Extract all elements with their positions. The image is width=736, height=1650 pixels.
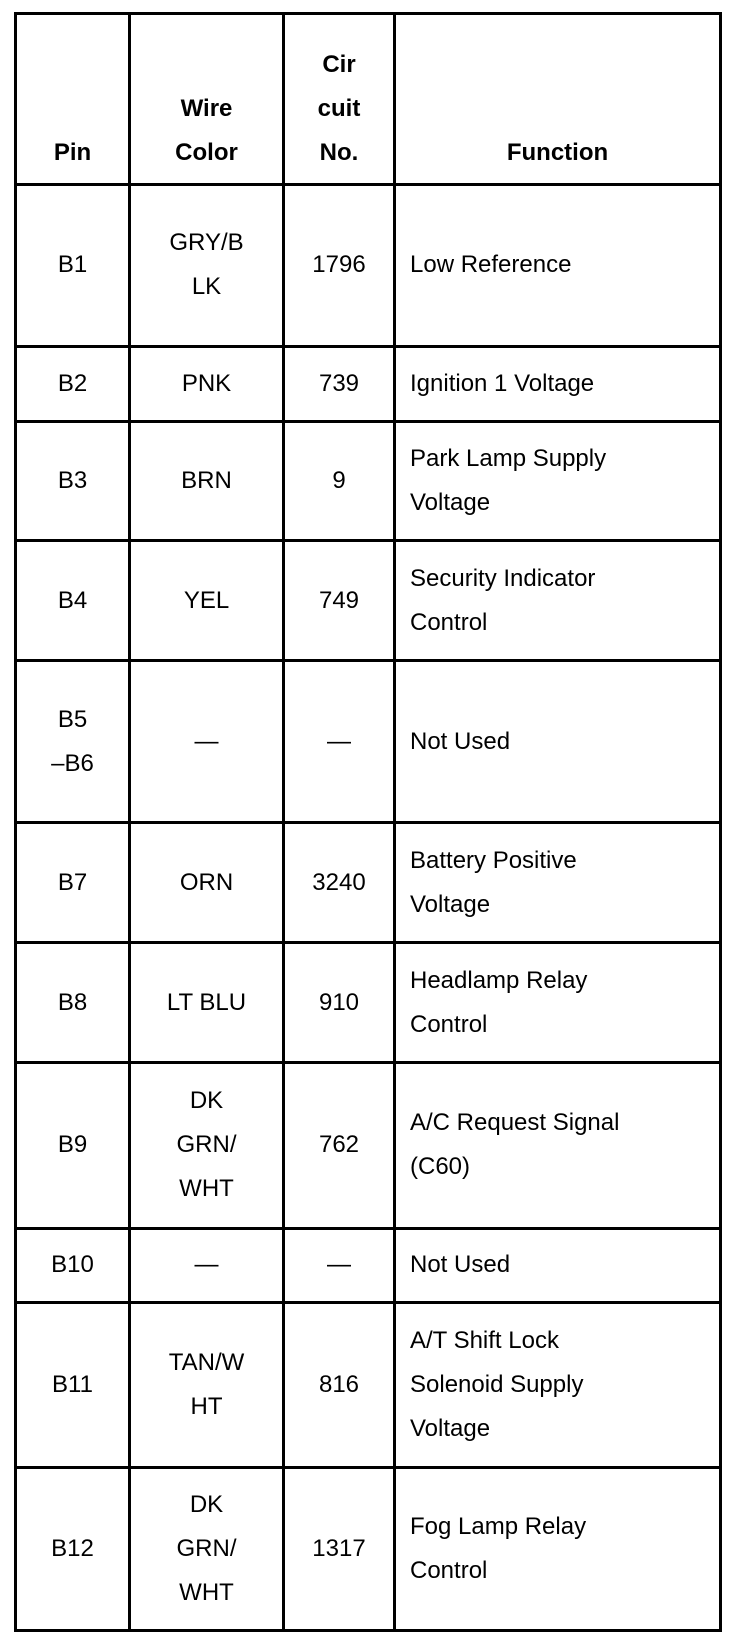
circuit-cell: — (284, 661, 395, 823)
wire-color-cell: BRN (130, 421, 284, 540)
table-row (16, 1468, 721, 1631)
function-cell: A/C Request Signal (C60) (395, 1062, 721, 1228)
wire-color-cell: GRY/B LK (130, 185, 284, 347)
function-cell: Not Used (395, 661, 721, 823)
table-row (16, 822, 721, 942)
circuit-cell: 1317 (284, 1468, 395, 1631)
circuit-cell: 739 (284, 346, 395, 421)
circuit-cell: 762 (284, 1062, 395, 1228)
circuit-cell: 3240 (284, 822, 395, 942)
wire-color-cell: ORN (130, 822, 284, 942)
table-row (16, 943, 721, 1062)
header-pin: Pin (16, 14, 130, 185)
table-row (16, 421, 721, 540)
pin-cell: B9 (16, 1062, 130, 1228)
pin-cell: B2 (16, 346, 130, 421)
function-cell: Fog Lamp Relay Control (395, 1468, 721, 1631)
header-circuit-no: Cir cuit No. (284, 14, 395, 185)
circuit-cell: 910 (284, 943, 395, 1062)
function-cell: Ignition 1 Voltage (395, 346, 721, 421)
circuit-cell: — (284, 1228, 395, 1303)
pin-cell: B1 (16, 185, 130, 347)
table-row (16, 540, 721, 660)
pin-cell: B8 (16, 943, 130, 1062)
wire-color-cell: — (130, 661, 284, 823)
circuit-cell: 749 (284, 540, 395, 660)
function-cell: Not Used (395, 1228, 721, 1303)
header-wire-color: Wire Color (130, 14, 284, 185)
function-cell: Battery Positive Voltage (395, 822, 721, 942)
function-cell: Security Indicator Control (395, 540, 721, 660)
wire-color-cell: — (130, 1228, 284, 1303)
table-row (16, 346, 721, 421)
function-cell: Park Lamp Supply Voltage (395, 421, 721, 540)
header-function: Function (395, 14, 721, 185)
wire-color-cell: TAN/W HT (130, 1303, 284, 1468)
table-row (16, 185, 721, 347)
pin-cell: B10 (16, 1228, 130, 1303)
pin-cell: B11 (16, 1303, 130, 1468)
pin-cell: B5 –B6 (16, 661, 130, 823)
circuit-cell: 1796 (284, 185, 395, 347)
function-cell: A/T Shift Lock Solenoid Supply Voltage (395, 1303, 721, 1468)
table-row (16, 1228, 721, 1303)
function-cell: Low Reference (395, 185, 721, 347)
wire-color-cell: DK GRN/ WHT (130, 1468, 284, 1631)
pin-cell: B4 (16, 540, 130, 660)
pin-cell: B7 (16, 822, 130, 942)
wire-color-cell: DK GRN/ WHT (130, 1062, 284, 1228)
table-row (16, 1303, 721, 1468)
circuit-cell: 816 (284, 1303, 395, 1468)
wire-color-cell: PNK (130, 346, 284, 421)
circuit-cell: 9 (284, 421, 395, 540)
table-row (16, 1062, 721, 1228)
function-cell: Headlamp Relay Control (395, 943, 721, 1062)
pin-cell: B3 (16, 421, 130, 540)
table-row (16, 661, 721, 823)
pin-cell: B12 (16, 1468, 130, 1631)
wire-color-cell: YEL (130, 540, 284, 660)
connector-pinout-table (14, 12, 722, 1632)
header-row (16, 14, 721, 185)
wire-color-cell: LT BLU (130, 943, 284, 1062)
